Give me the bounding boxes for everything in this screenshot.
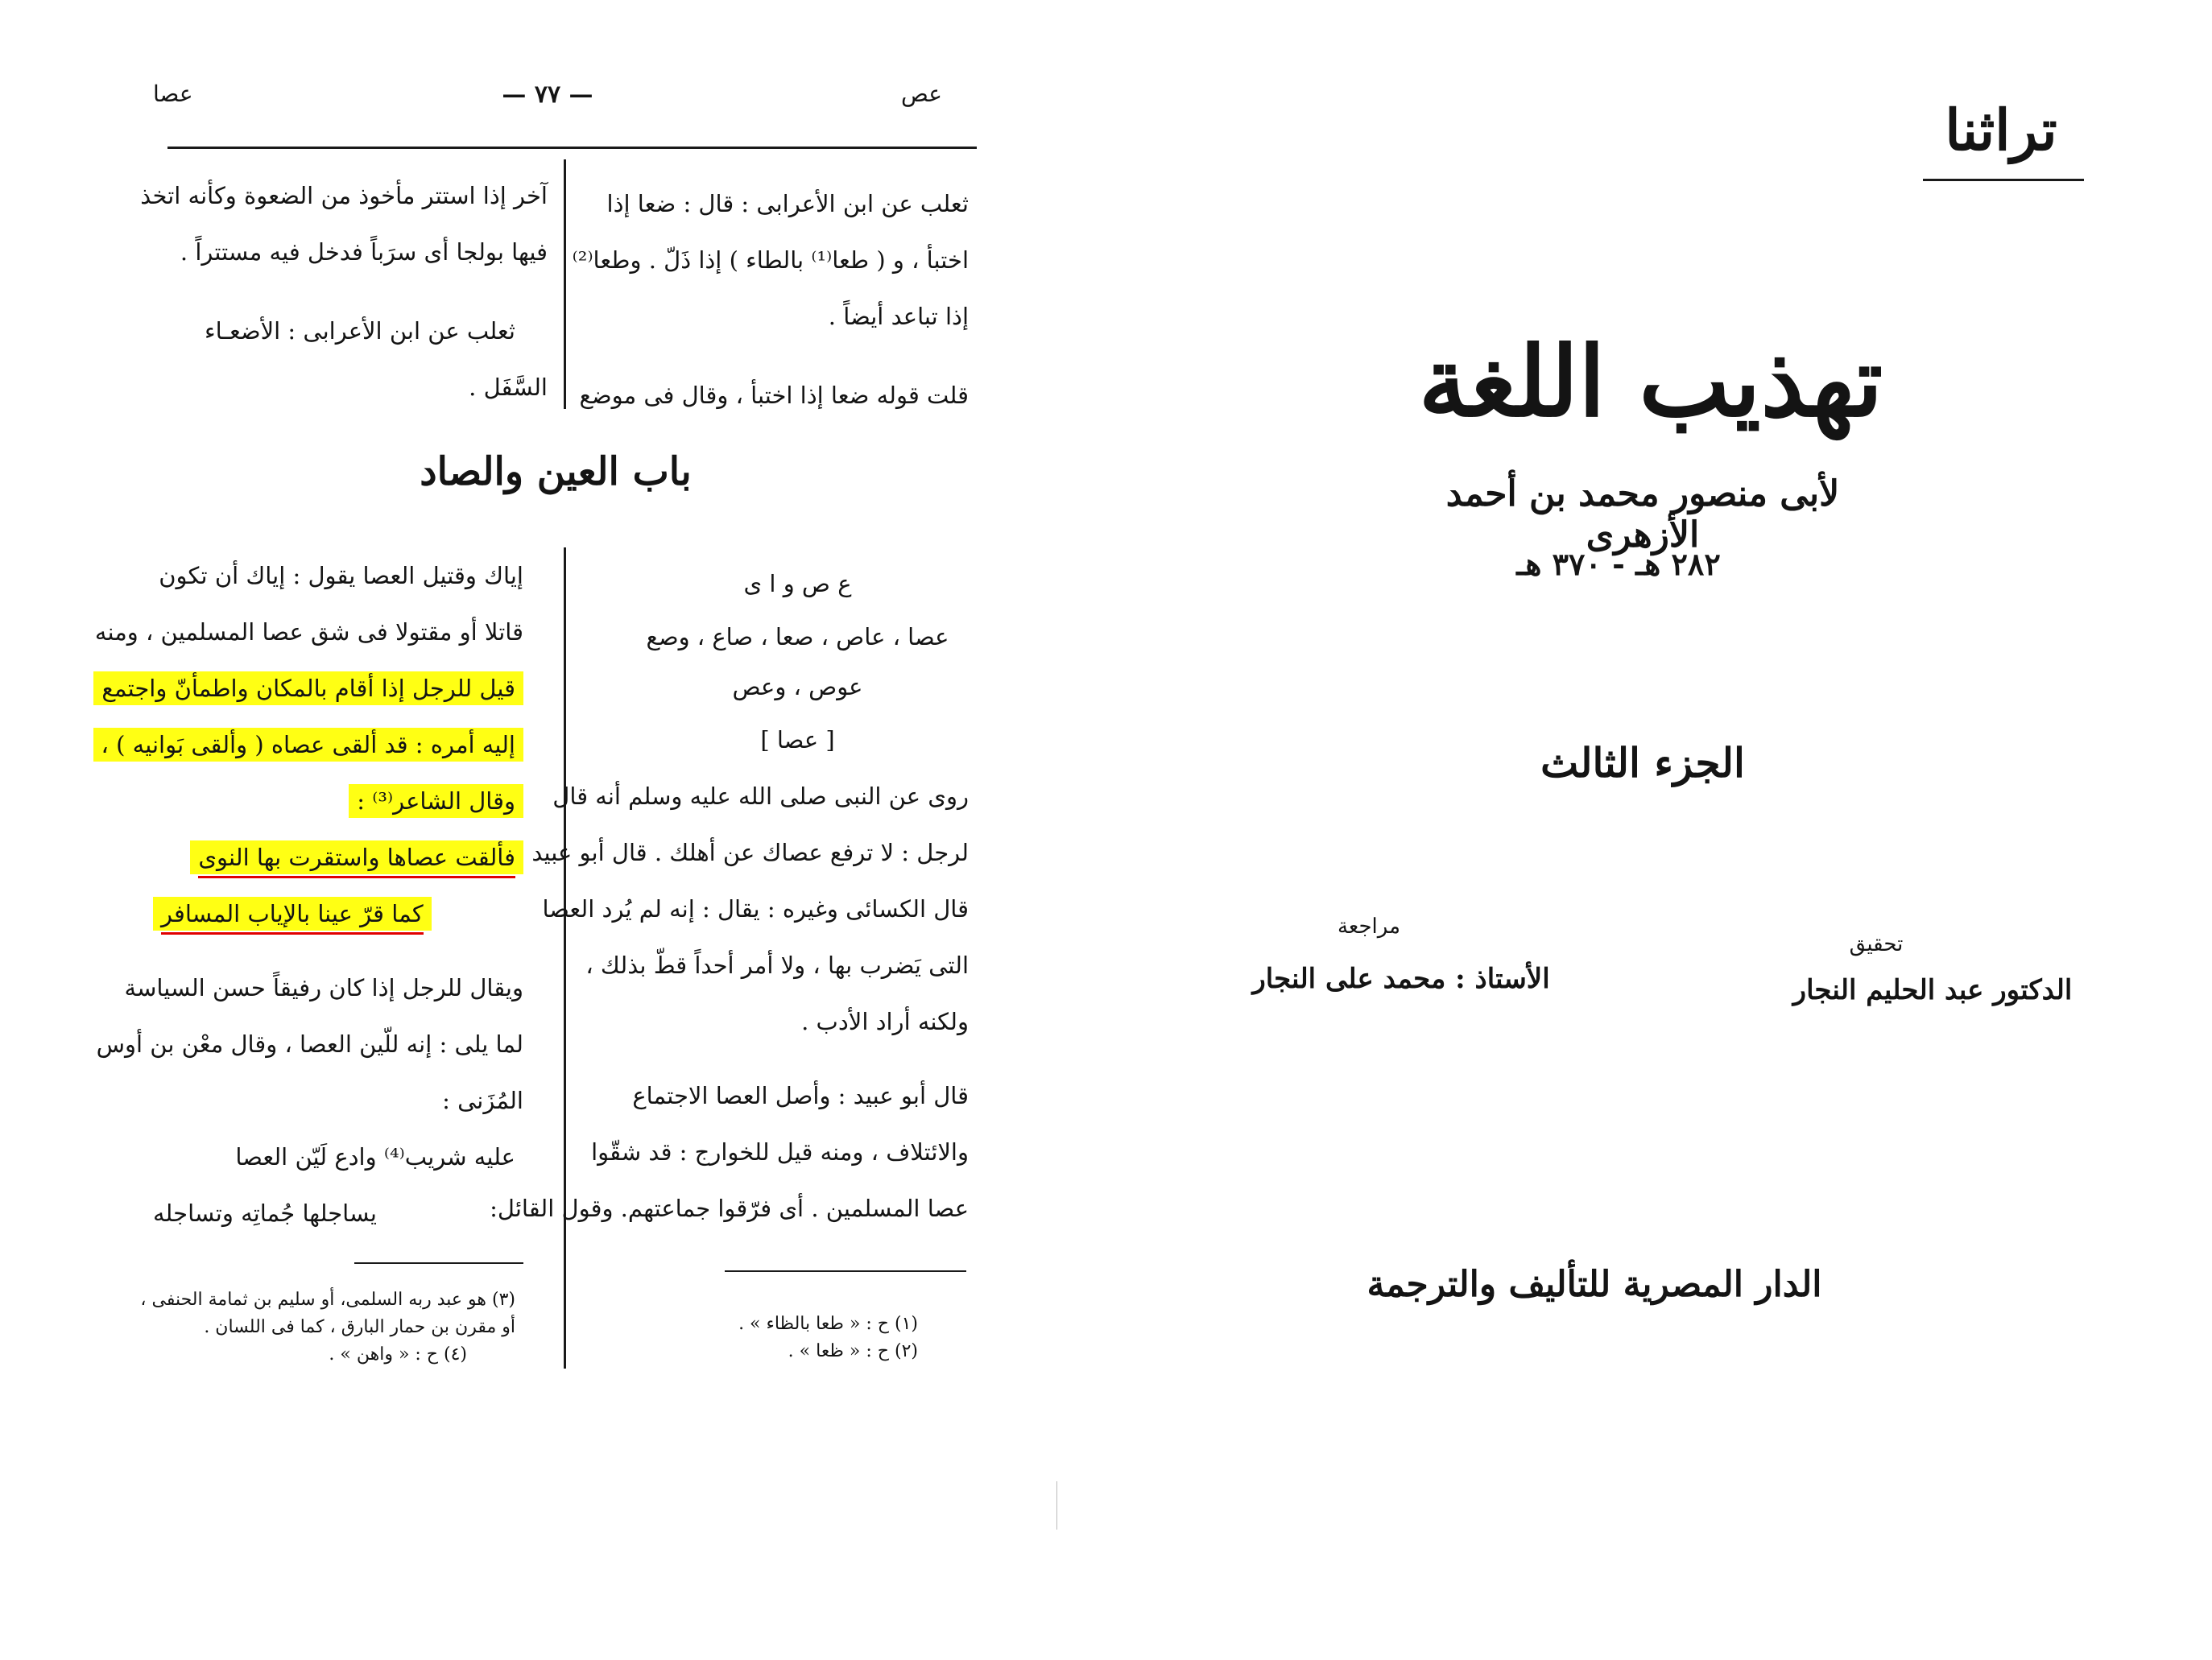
- publisher: الدار المصرية للتأليف والترجمة: [1366, 1264, 1822, 1305]
- right-page: [1047, 0, 2212, 1660]
- top-right-column: [572, 175, 969, 423]
- left-footnotes: [140, 1286, 515, 1369]
- main-column-divider: [564, 547, 566, 1369]
- text-line: فيها بولجا أى سرَباً فدخل فيه مستتراً .: [180, 238, 548, 266]
- text-line: اختبأ ، و ( طعا⁽¹⁾ بالطاء ) إذا ذَلّ . وطعا⁽²⁾: [572, 246, 969, 274]
- footnote: (٤) ح : « واهن » .: [329, 1344, 467, 1365]
- header-left-word: عصا: [153, 81, 193, 107]
- text-line: السَّفَل .: [469, 374, 548, 401]
- dates: ٢٨٢ هـ - ٣٧٠ هـ: [1516, 546, 1721, 582]
- text-line: روى عن النبى صلى الله عليه وسلم أنه قال: [552, 783, 969, 810]
- verse-highlighted: فألقت عصاها واستقرت بها النوى: [153, 829, 523, 886]
- right-column: [490, 555, 969, 1237]
- text-line: التى يَضرب بها ، ولا أمر أحداً قطّ بذلك ،: [585, 952, 969, 979]
- text-line: ثعلب عن ابن الأعرابى : الأضعـاء: [205, 317, 515, 345]
- footnote: أو مقرن بن حمار البارق ، كما فى اللسان .: [204, 1317, 515, 1337]
- footnote: (١) ح : « طعا بالظاء » .: [738, 1314, 918, 1334]
- text-line: لما يلى : إنه للّين العصا ، وقال معْن بن أوس: [96, 1030, 523, 1058]
- footnote: (٣) هو عبد ربه السلمى، أو سليم بن ثمامة الحنفى ،: [140, 1290, 515, 1310]
- highlighted-line: إليه أمره : قد ألقى عصاه ( وألقى بَوانيه ) ،: [153, 716, 523, 773]
- top-left-column: [140, 167, 548, 415]
- highlighted-line: وقال الشاعر⁽³⁾ :: [153, 773, 523, 829]
- verse-line: يساجلها جُماتِه وتساجله: [153, 1200, 377, 1227]
- footnote: (٢) ح : « ظعا » .: [788, 1341, 918, 1361]
- volume-title: الجزء الثالث: [1540, 739, 1745, 787]
- entry-heading: [ عصا ]: [760, 726, 835, 754]
- left-page: [0, 0, 1047, 1660]
- header-rule: [167, 147, 977, 149]
- text-line: ولكنه أراد الأدب .: [801, 1008, 969, 1035]
- footnote-rule: [725, 1270, 966, 1272]
- top-column-divider: [564, 159, 566, 409]
- right-footnotes: [644, 1311, 918, 1365]
- editor-label: تحقيق: [1849, 932, 1904, 956]
- text-line: إياك وقتيل العصا يقول : إياك أن تكون: [159, 562, 523, 589]
- text-line: آخر إذا استتر مأخوذ من الضعوة وكأنه اتخذ: [140, 182, 548, 209]
- header-right-word: عص: [900, 81, 942, 107]
- reviewer-name: الأستاذ : محمد على النجار: [1252, 963, 1550, 995]
- series-title: تراثنا: [1945, 97, 2057, 163]
- text-line: المُزَنى :: [442, 1087, 523, 1114]
- highlighted-line: قيل للرجل إذا أقام بالمكان واطمأنّ واجتمع: [153, 660, 523, 716]
- footnote-rule: [354, 1262, 523, 1264]
- series-title-underline: [1923, 179, 2084, 181]
- book-title: تهذيب اللغة: [1418, 325, 1883, 439]
- text-line: قلت قوله ضعا إذا اختبأ ، وقال فى موضع: [579, 382, 969, 409]
- reviewer-label: مراجعة: [1337, 915, 1401, 939]
- text-line: قاتلا أو مقتولا فى شق عصا المسلمين ، ومنه: [94, 618, 523, 646]
- editor-name: الدكتور عبد الحليم النجار: [1792, 974, 2073, 1006]
- text-line: ثعلب عن ابن الأعرابى : قال : ضعا إذا: [606, 190, 969, 217]
- text-line: عصا المسلمين . أى فرّقوا جماعتهم. وقول القائل:: [490, 1195, 969, 1222]
- text-line: والائتلاف ، ومنه قيل للخوارج : قد شقّوا: [591, 1138, 969, 1166]
- text-line: ويقال للرجل إذا كان رفيقاً حسن السياسة: [124, 974, 523, 1001]
- text-line: قال أبو عبيد : وأصل العصا الاجتماع: [632, 1082, 969, 1109]
- section-title: باب العين والصاد: [420, 449, 692, 494]
- text-line: لرجل : لا ترفع عصاك عن أهلك . قال أبو عبيد: [531, 839, 969, 866]
- verse-highlighted: كما قرّ عينا بالإياب المسافر: [153, 886, 523, 942]
- text-line: إذا تباعد أيضاً .: [828, 303, 969, 330]
- left-column: [94, 547, 523, 1241]
- verse-line: عليه شريب⁽⁴⁾ وادع لَيّن العصا: [235, 1143, 515, 1171]
- page-number: — ٧٧ —: [502, 81, 593, 109]
- root-letters: ع ص و ا ى: [743, 570, 852, 597]
- author: لأبى منصور محمد بن أحمد الأزهرى: [1445, 473, 1840, 555]
- root-words: عوص ، وعص: [732, 673, 863, 700]
- text-line: قال الكسائى وغيره : يقال : إنه لم يُرد العصا: [542, 895, 969, 923]
- root-words: عصا ، عاص ، صعا ، صاع ، وصع: [646, 623, 949, 650]
